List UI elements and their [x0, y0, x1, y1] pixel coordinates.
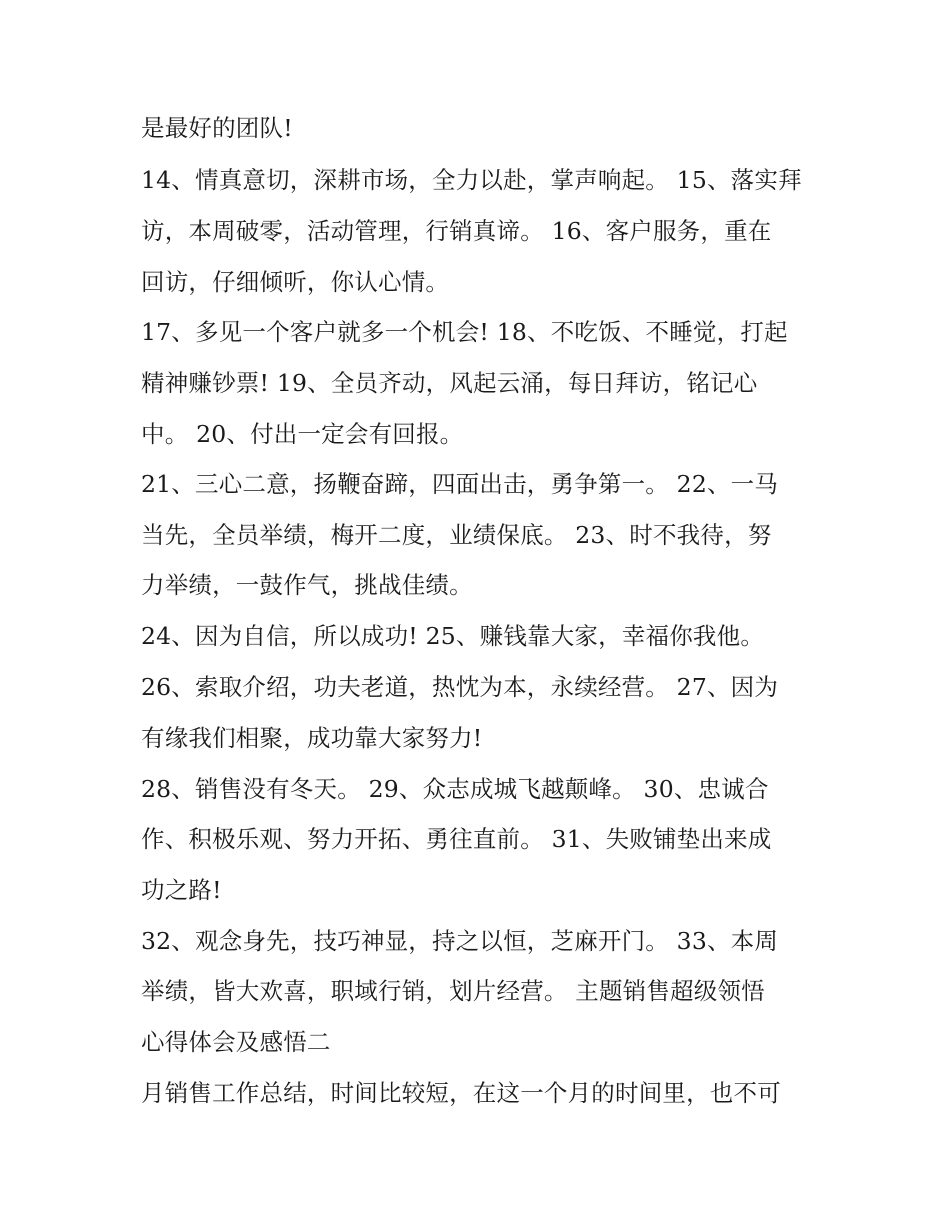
text-line: 回访，仔细倾听，你认心情。	[141, 268, 450, 296]
text-line: 21、三心二意，扬鞭奋蹄，四面出击，勇争第一。 22、一马	[141, 470, 779, 498]
text-line: 有缘我们相聚，成功靠大家努力!	[141, 724, 483, 752]
text-line: 14、情真意切，深耕市场，全力以赴，掌声响起。 15、落实拜	[141, 166, 802, 194]
text-line: 访，本周破零，活动管理，行销真谛。 16、客户服务，重在	[141, 217, 772, 245]
text-line: 心得体会及感悟二	[141, 1028, 331, 1056]
text-line: 举绩，皆大欢喜，职域行销，划片经营。 主题销售超级领悟	[141, 977, 765, 1005]
text-line: 精神赚钞票! 19、全员齐动，风起云涌，每日拜访，铭记心	[141, 369, 758, 397]
text-line: 中。 20、付出一定会有回报。	[141, 420, 464, 448]
text-line: 17、多见一个客户就多一个机会! 18、不吃饭、不睡觉，打起	[141, 318, 788, 346]
text-line: 26、索取介绍，功夫老道，热忱为本，永续经营。 27、因为	[141, 673, 779, 701]
text-line: 月销售工作总结，时间比较短，在这一个月的时间里，也不可	[141, 1079, 781, 1107]
text-line: 当先，全员举绩，梅开二度，业绩保底。 23、时不我待，努	[141, 521, 772, 549]
text-line: 是最好的团队!	[141, 114, 293, 142]
text-line: 作、积极乐观、努力开拓、勇往直前。 31、失败铺垫出来成	[141, 825, 772, 853]
text-line: 24、因为自信，所以成功! 25、赚钱靠大家，幸福你我他。	[141, 622, 765, 650]
text-line: 28、销售没有冬天。 29、众志成城飞越颠峰。 30、忠诚合	[141, 775, 769, 803]
text-line: 功之路!	[141, 876, 222, 904]
text-line: 32、观念身先，技巧神显，持之以恒，芝麻开门。 33、本周	[141, 927, 779, 955]
text-line: 力举绩，一鼓作气，挑战佳绩。	[141, 571, 473, 599]
